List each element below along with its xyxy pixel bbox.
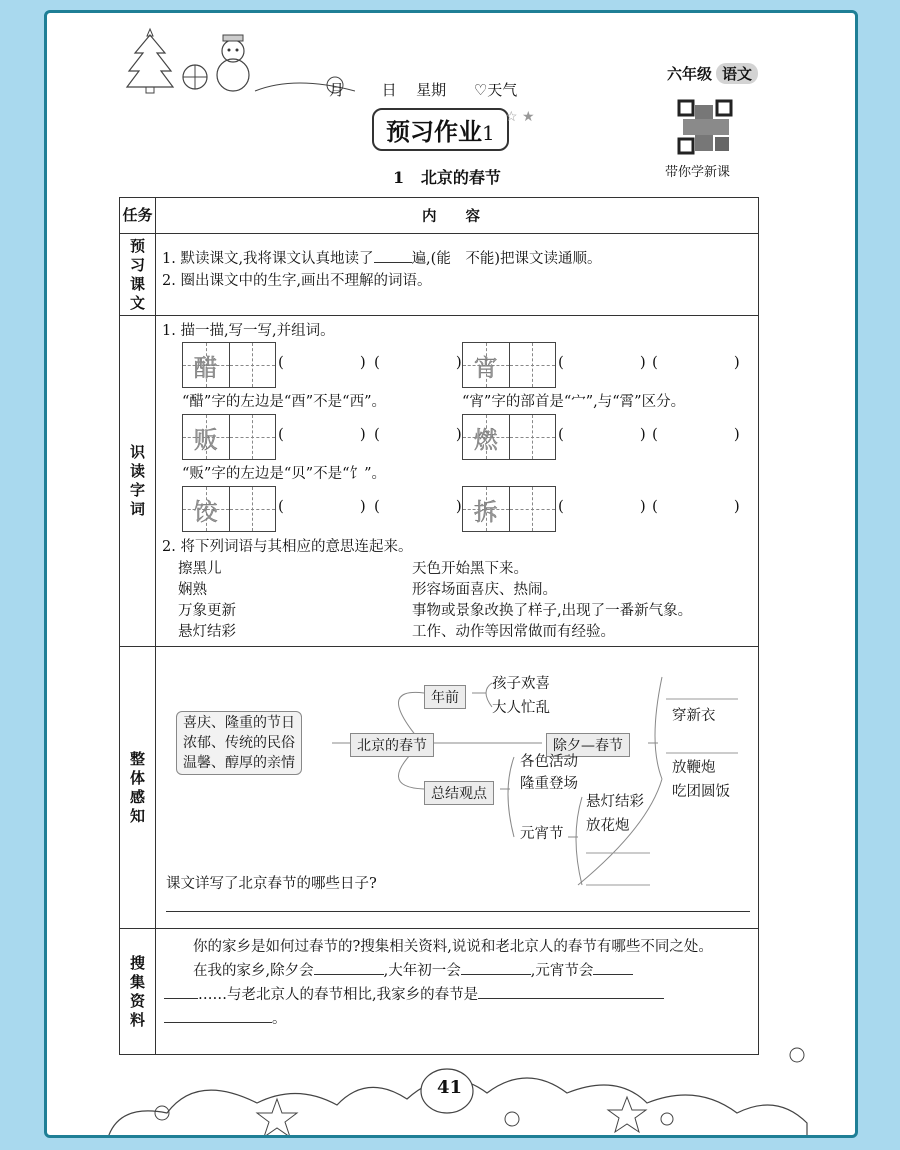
task-preview: 预 习 课 文 bbox=[120, 234, 156, 316]
node-item: 穿新衣 bbox=[672, 708, 716, 724]
mind-map-node-summary: 总结观点 bbox=[424, 781, 494, 805]
matching-exercise bbox=[162, 558, 752, 642]
page-number: 41 bbox=[437, 1077, 463, 1098]
tian-grid[interactable]: 拆 bbox=[462, 486, 556, 532]
node-item: 悬灯结彩 bbox=[586, 794, 644, 810]
workbook-page bbox=[44, 10, 858, 1138]
node-item: 放鞭炮 bbox=[672, 760, 716, 776]
word-blank[interactable]: ( ) bbox=[558, 425, 646, 443]
words-question-2: 2. 将下列词语与其相应的意思连起来。 bbox=[162, 539, 413, 555]
collect-text: ,元宵节会 bbox=[530, 963, 594, 979]
date-line bbox=[329, 79, 517, 100]
grade-label bbox=[667, 63, 758, 84]
preview-item-2: 2. 圈出课文中的生字,画出不理解的词语。 bbox=[162, 273, 432, 289]
char-note-3: “贩”字的左边是“贝”不是“饣”。 bbox=[182, 466, 386, 482]
collect-answer bbox=[164, 959, 750, 983]
lesson-title bbox=[393, 165, 501, 188]
tian-grid[interactable]: 饺 bbox=[182, 486, 276, 532]
word-blank[interactable]: ( ) bbox=[652, 425, 740, 443]
fill-blank[interactable] bbox=[461, 974, 531, 975]
match-term[interactable]: 悬灯结彩 bbox=[178, 624, 236, 640]
qr-caption: 带你学新课 bbox=[665, 165, 731, 180]
char-row-2 bbox=[162, 414, 752, 460]
preview-item-1-text-2: 遍,(能 不能)把课文读通顺。 bbox=[411, 251, 602, 267]
weekday-label: 星期 bbox=[416, 81, 447, 99]
word-blank[interactable]: ( ) bbox=[278, 497, 366, 515]
match-meaning[interactable]: 天色开始黑下来。 bbox=[412, 561, 528, 577]
word-blank[interactable]: ( ) bbox=[374, 425, 462, 443]
answer-line[interactable] bbox=[166, 911, 750, 912]
word-blank[interactable]: ( ) bbox=[558, 353, 646, 371]
collect-text: ……与老北京人的春节相比,我家乡的春节是 bbox=[198, 987, 479, 1003]
word-blank[interactable]: ( ) bbox=[374, 353, 462, 371]
lesson-name: 北京的春节 bbox=[420, 168, 501, 187]
match-meaning[interactable]: 工作、动作等因常做而有经验。 bbox=[412, 624, 615, 640]
char-row-1 bbox=[162, 342, 752, 388]
assignment-number: 1 bbox=[482, 121, 495, 145]
lesson-number: 1 bbox=[393, 168, 405, 187]
task-words: 识 读 字 词 bbox=[120, 316, 156, 647]
fill-blank[interactable] bbox=[314, 974, 384, 975]
word-blank[interactable]: ( ) bbox=[652, 353, 740, 371]
match-term[interactable]: 娴熟 bbox=[178, 582, 207, 598]
star-icon: ☆ ★ bbox=[505, 109, 535, 125]
assignment-title bbox=[372, 108, 509, 151]
mind-map bbox=[162, 647, 752, 919]
holiday-decoration bbox=[125, 25, 355, 97]
preview-item-1-text: 1. 默读课文,我将课文认真地读了 bbox=[162, 251, 374, 267]
node-item: 孩子欢喜 bbox=[492, 676, 550, 692]
word-blank[interactable]: ( ) bbox=[374, 497, 462, 515]
collect-answer-3 bbox=[164, 1007, 750, 1031]
weather-icon: ♡ bbox=[473, 81, 488, 99]
match-meaning[interactable]: 形容场面喜庆、热闹。 bbox=[412, 582, 557, 598]
node-item: 隆重登场 bbox=[520, 776, 578, 792]
match-meaning[interactable]: 事物或景象改换了样子,出现了一番新气象。 bbox=[412, 603, 693, 619]
mind-map-theme-box: 喜庆、隆重的节日 浓郁、传统的民俗 温馨、醇厚的亲情 bbox=[176, 711, 302, 775]
month-label: 月 bbox=[329, 81, 345, 99]
tian-grid[interactable]: 贩 bbox=[182, 414, 276, 460]
assignment-title-text: 预习作业 bbox=[386, 117, 482, 146]
task-table bbox=[119, 197, 759, 1055]
day-label: 日 bbox=[381, 81, 397, 99]
collect-prompt: 你的家乡是如何过春节的?搜集相关资料,说说和老北京人的春节有哪些不同之处。 bbox=[193, 939, 713, 955]
collect-answer-2 bbox=[164, 983, 750, 1007]
collect-text: 。 bbox=[272, 1011, 287, 1027]
words-content bbox=[156, 316, 759, 647]
task-collect: 搜 集 资 料 bbox=[120, 929, 156, 1055]
tian-grid[interactable]: 燃 bbox=[462, 414, 556, 460]
fill-blank[interactable] bbox=[164, 1022, 272, 1023]
preview-item-1 bbox=[162, 248, 752, 270]
task-column-header: 任务 bbox=[120, 198, 156, 234]
collect-text: ,大年初一会 bbox=[383, 963, 461, 979]
word-blank[interactable]: ( ) bbox=[278, 425, 366, 443]
collect-content bbox=[156, 929, 759, 1055]
char-row-3 bbox=[162, 486, 752, 532]
char-note-1: “醋”字的左边是“酉”不是“西”。 bbox=[182, 394, 386, 410]
subject-badge: 语文 bbox=[716, 63, 758, 84]
mind-map-node-eve-spring: 除夕—春节 bbox=[546, 733, 630, 757]
mind-map-node-lantern: 元宵节 bbox=[520, 826, 564, 842]
match-term[interactable]: 万象更新 bbox=[178, 603, 236, 619]
preview-content bbox=[156, 234, 759, 316]
tian-grid[interactable]: 宵 bbox=[462, 342, 556, 388]
word-blank[interactable]: ( ) bbox=[278, 353, 366, 371]
task-overall: 整 体 感 知 bbox=[120, 647, 156, 929]
char-note-2: “宵”字的部首是“宀”,与“霄”区分。 bbox=[462, 394, 686, 410]
mind-map-center-node: 北京的春节 bbox=[350, 733, 434, 757]
node-item: 各色活动 bbox=[520, 754, 578, 770]
weather-label: 天气 bbox=[487, 81, 518, 99]
node-item: 放花炮 bbox=[586, 818, 630, 834]
match-term[interactable]: 擦黑儿 bbox=[178, 561, 222, 577]
fill-blank[interactable] bbox=[478, 998, 664, 999]
fill-blank[interactable] bbox=[593, 974, 633, 975]
tian-grid[interactable]: 醋 bbox=[182, 342, 276, 388]
words-question-1: 1. 描一描,写一写,并组词。 bbox=[162, 323, 335, 339]
word-blank[interactable]: ( ) bbox=[652, 497, 740, 515]
node-item: 吃团圆饭 bbox=[672, 784, 730, 800]
overall-question: 课文详写了北京春节的哪些日子? bbox=[166, 876, 377, 892]
read-count-blank[interactable] bbox=[374, 262, 412, 263]
content-column-header: 内 容 bbox=[156, 198, 759, 234]
overall-content bbox=[156, 647, 759, 929]
mind-map-node-before-new-year: 年前 bbox=[424, 685, 466, 709]
qr-code-icon[interactable] bbox=[677, 99, 733, 155]
node-item: 大人忙乱 bbox=[492, 700, 550, 716]
collect-text: 在我的家乡,除夕会 bbox=[193, 963, 314, 979]
fill-blank[interactable] bbox=[164, 998, 198, 999]
word-blank[interactable]: ( ) bbox=[558, 497, 646, 515]
grade-text: 六年级 bbox=[667, 65, 713, 83]
